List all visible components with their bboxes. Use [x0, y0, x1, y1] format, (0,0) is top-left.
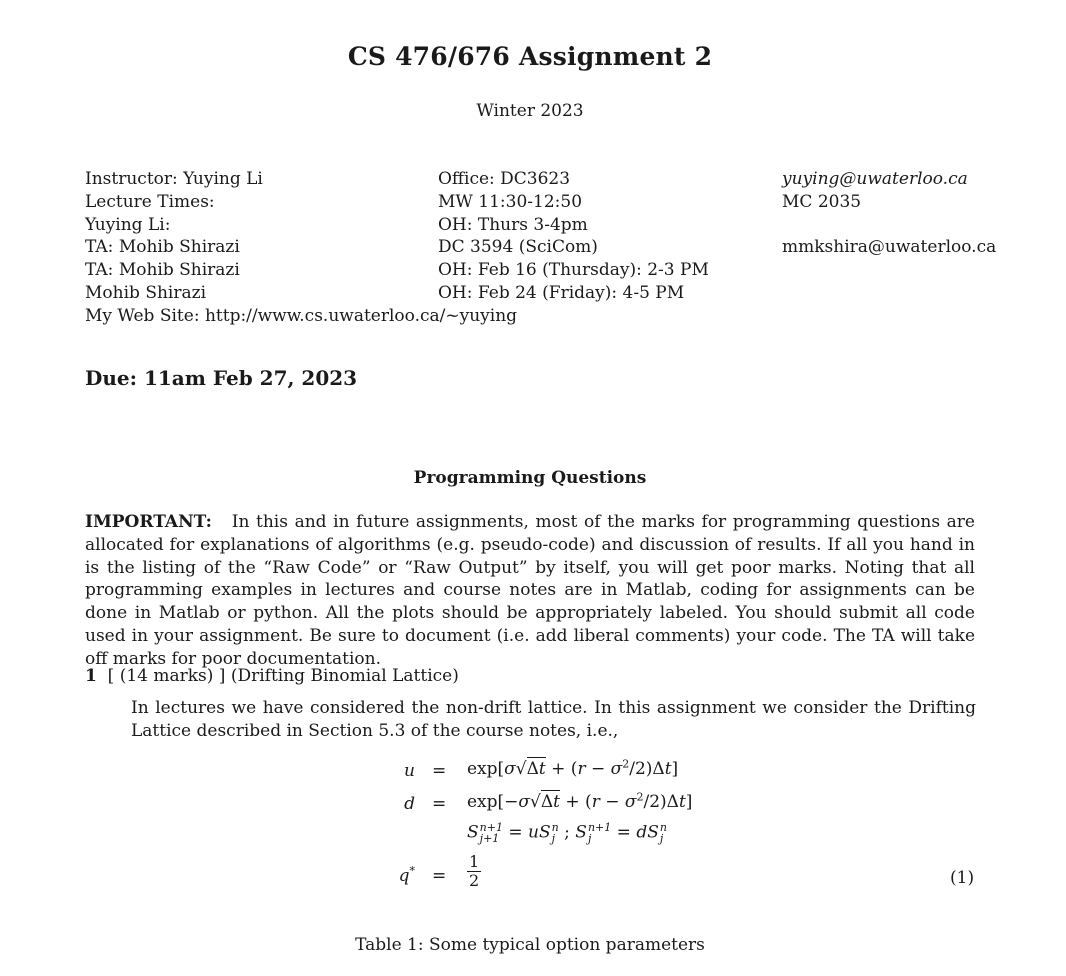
eq-lhs-d: d [404, 794, 415, 814]
important-text: In this and in future assignments, most of the marks for programming questions are allocated for explanations of algorithms (e.g. pseudo-code) and discussion of results. If all you hand in is the listing of the “Raw Code” or “Raw Output” by itself, you will get poor marks. Noting that all programming examples in lectures and course notes are in Matlab, coding for assignments can be done in Matlab or python. All the plots should be appropriately labeled. You should submit all code used in your assignment. Be sure to document (i.e. add liberal comments) your code. The TA will take off marks for poor documentation. [85, 512, 975, 669]
ta-line-2: TA: Mohib Shirazi [85, 260, 240, 281]
eq-rhs-u: $\exp[\sigma√\Delta t + (r - \sigma^2/2)\Delta t]$ [467, 757, 679, 779]
important-label: IMPORTANT: [85, 512, 212, 532]
office-line: Office: DC3623 [438, 169, 571, 189]
due-date: Due: 11am Feb 27, 2023 [85, 366, 358, 390]
eq-equals-2: = [432, 794, 447, 814]
ta-line-3: Mohib Shirazi [85, 282, 207, 303]
lecture-times-line: Lecture Times: [85, 191, 215, 212]
eq-equals-1: = [432, 761, 447, 781]
info-column-right [782, 168, 996, 259]
eq-lattice-update: S n+1 j+1 = uS n j ; S n+1 j = dS n j [467, 821, 667, 845]
equation-number: (1) [950, 868, 975, 888]
ta-office-value: DC 3594 (SciCom) [438, 237, 598, 258]
question-1-body: In lectures we have considered the non-drift lattice. In this assignment we consider the Drifting Lattice described in Section 5.3 of the course notes, i.e., [131, 698, 976, 741]
info-column-middle [438, 168, 709, 305]
eq-equals-3: = [432, 866, 447, 886]
document-title: CS 476/676 Assignment 2 [347, 42, 713, 71]
instructor-line: Instructor: Yuying Li [85, 169, 263, 189]
instructor-oh-value: OH: Thurs 3-4pm [438, 214, 588, 235]
term-label: Winter 2023 [476, 101, 584, 121]
question-marks: [ (14 marks) ] (Drifting Binomial Lattice) [107, 666, 459, 686]
table-caption: Table 1: Some typical option parameters [355, 935, 705, 955]
ta-line-1: TA: Mohib Shirazi [85, 237, 240, 258]
ta-oh-value-2: OH: Feb 24 (Friday): 4-5 PM [438, 282, 685, 303]
website-line[interactable]: My Web Site: http://www.cs.uwaterloo.ca/~yuying [85, 305, 518, 326]
ta-email[interactable]: mmkshira@uwaterloo.ca [782, 237, 997, 258]
eq-rhs-d: $\exp[-\sigma√\Delta t + (r - \sigma^2/2)\Delta t]$ [467, 790, 693, 812]
eq-lhs-q: q* [398, 864, 415, 886]
question-number: 1 [85, 666, 97, 686]
lecture-time-value: MW 11:30-12:50 [438, 191, 583, 212]
instructor-office-room: MC 2035 [782, 191, 862, 212]
eq-rhs-q: $\frac{1}{2}$ [469, 852, 480, 890]
section-heading: Programming Questions [413, 468, 647, 488]
question-1-heading [85, 666, 459, 686]
blank-line [782, 214, 996, 237]
instructor-oh-label: Yuying Li: [85, 214, 171, 235]
eq-lhs-u: u [404, 761, 415, 781]
important-paragraph [85, 511, 975, 671]
instructor-email[interactable]: yuying@uwaterloo.ca [782, 169, 968, 189]
ta-oh-value-1: OH: Feb 16 (Thursday): 2-3 PM [438, 260, 709, 281]
